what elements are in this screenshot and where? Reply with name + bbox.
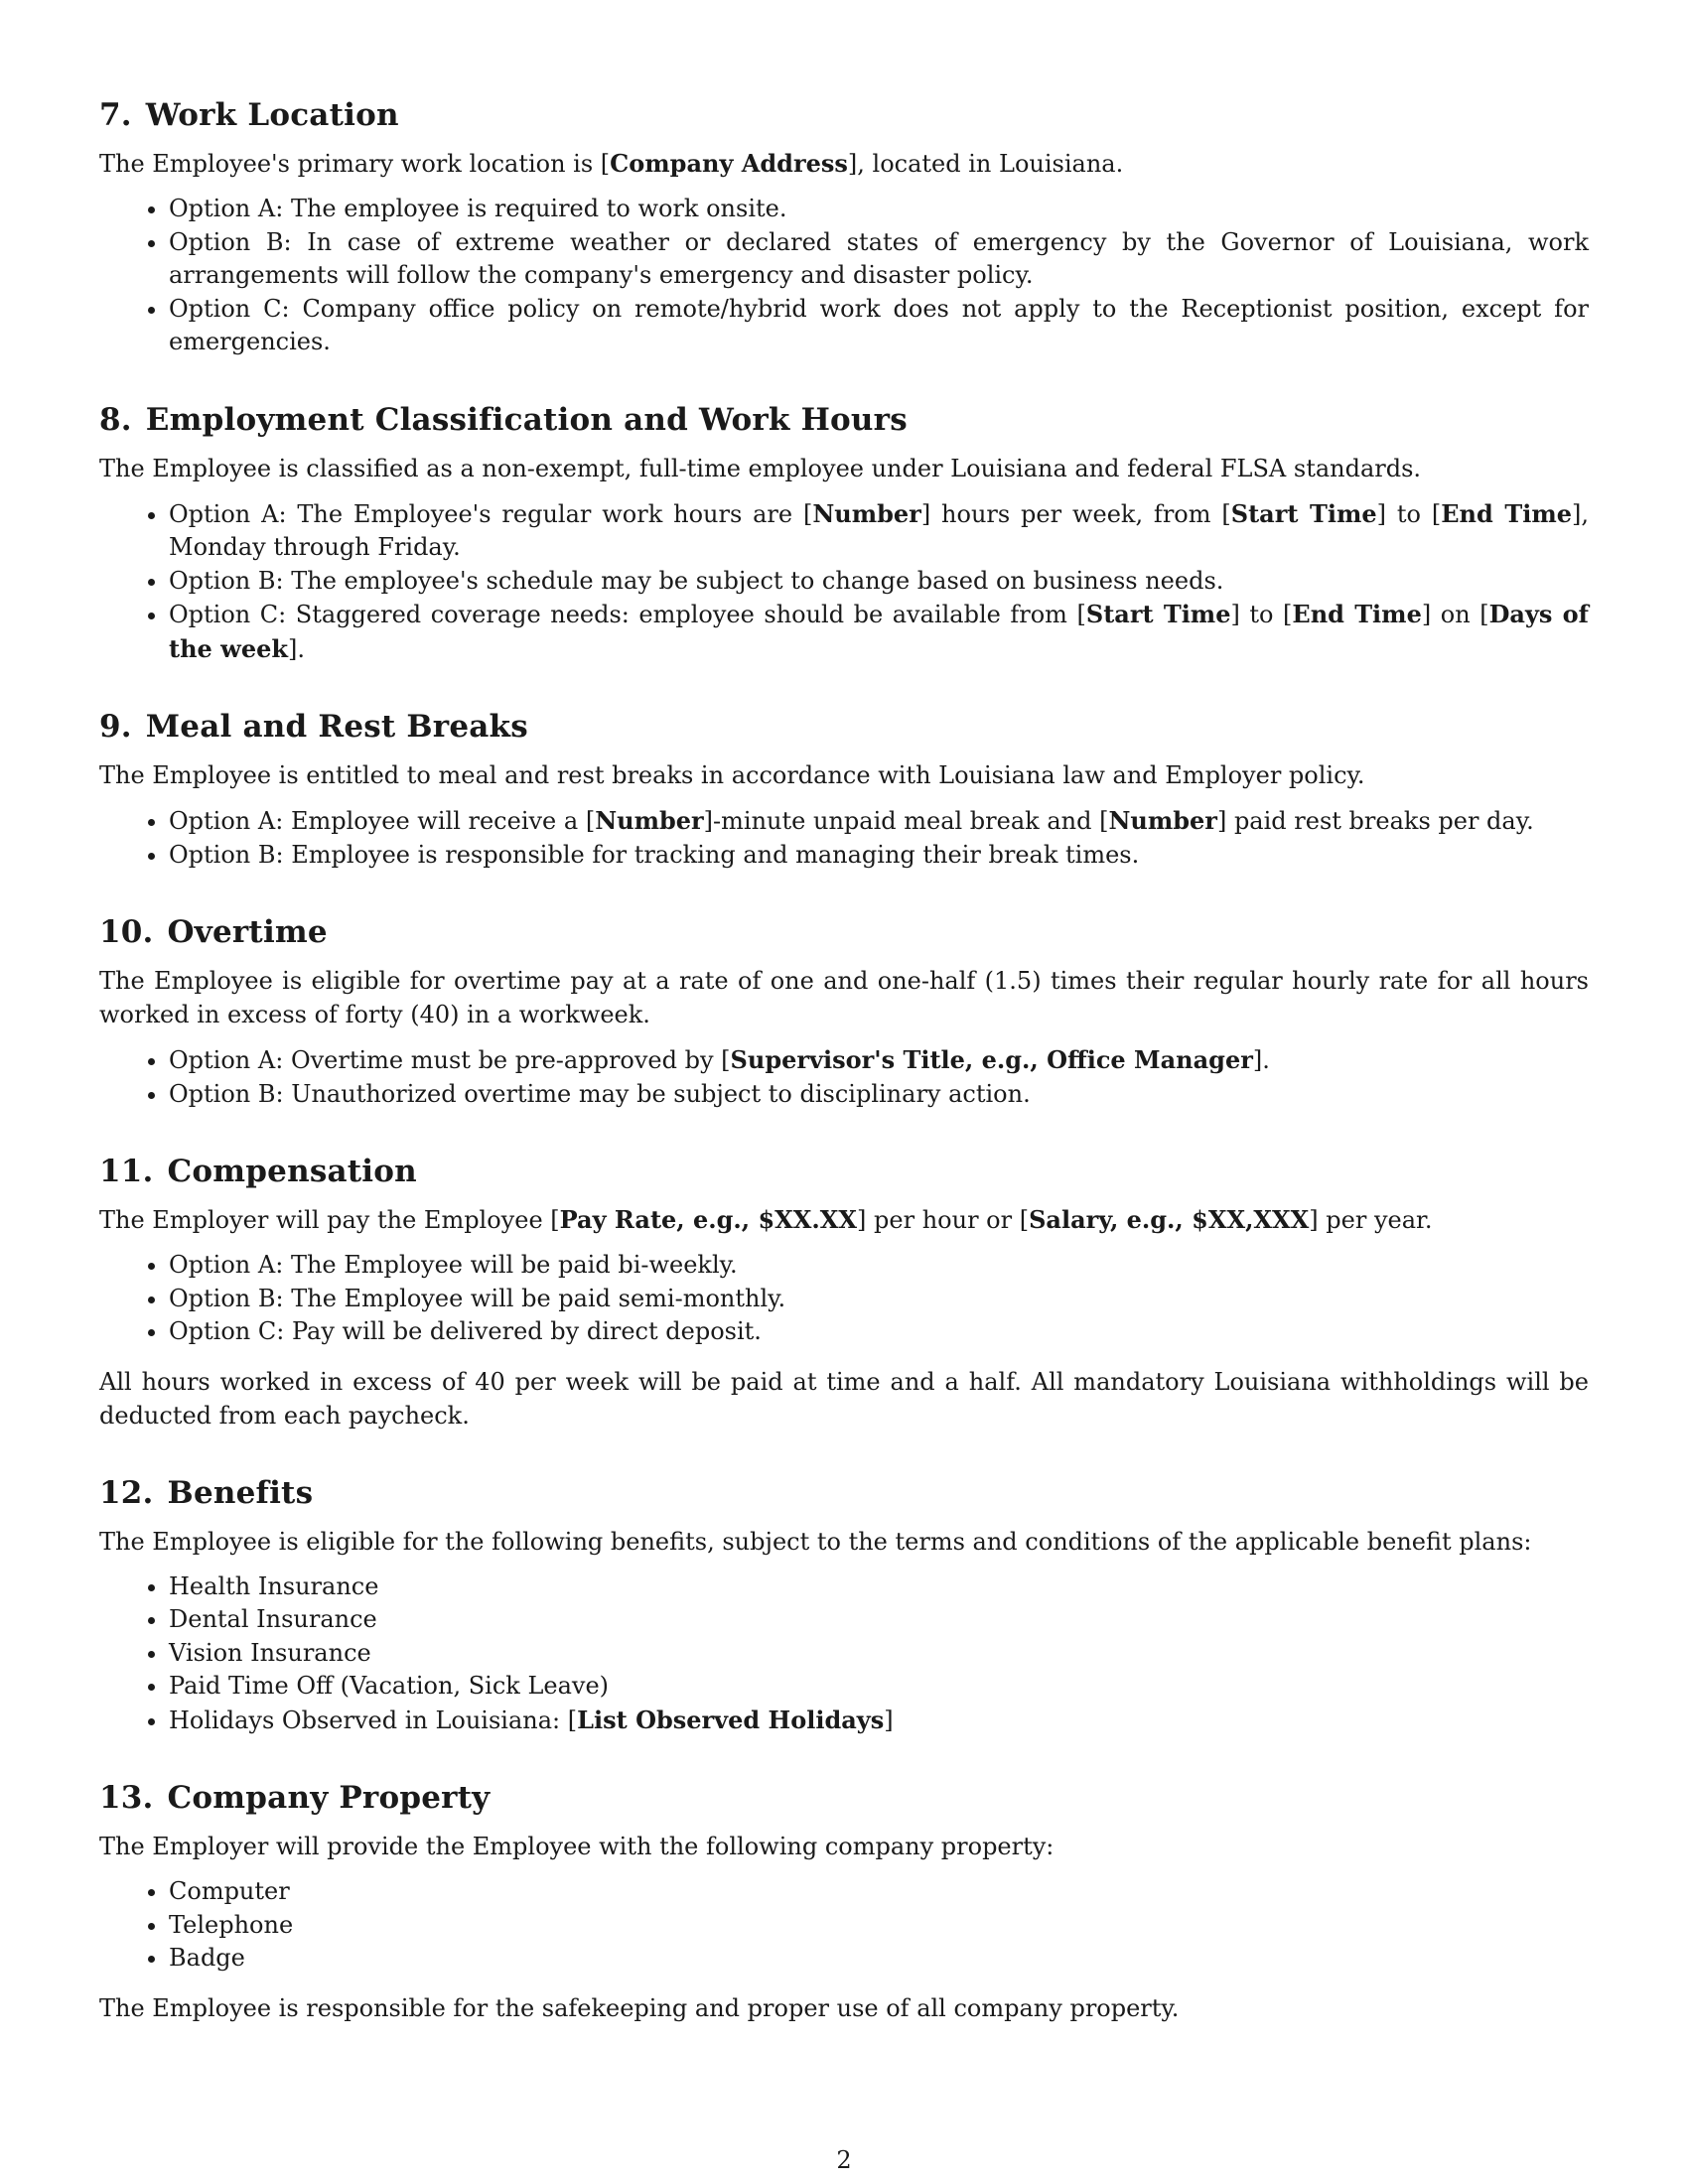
section-classification-hours xyxy=(99,400,1589,667)
section-heading: 10. Overtime xyxy=(99,914,328,950)
section-compensation xyxy=(99,1152,1589,1433)
list-item: • Option B: Unauthorized overtime may be subject to disciplinary action. xyxy=(169,1078,1589,1112)
placeholder-field: Number xyxy=(595,806,704,835)
list-item: • Option A: The Employee's regular work hours are [Number] hours per week, from [Start Time] to [End Time], Monday through Friday. xyxy=(169,497,1589,565)
section-note: All hours worked in excess of 40 per week will be paid at time and a half. All mandatory Louisiana withholdings will be deducted from each paycheck. xyxy=(99,1367,1589,1430)
option-list xyxy=(99,804,1589,872)
placeholder-field: Company Address xyxy=(610,149,848,178)
section-heading: 9. Meal and Rest Breaks xyxy=(99,709,528,745)
section-heading: 8. Employment Classification and Work Hours xyxy=(99,401,908,438)
list-item: • Option A: Employee will receive a [Number]-minute unpaid meal break and [Number] paid rest breaks per day. xyxy=(169,804,1589,839)
section-heading: 12. Benefits xyxy=(99,1474,314,1511)
placeholder-field: Supervisor's Title, e.g., Office Manager xyxy=(730,1045,1253,1074)
list-item: • Option C: Staggered coverage needs: employee should be available from [Start Time] to [End Time] on [Days of the week]. xyxy=(169,598,1589,666)
list-item: • Option C: Pay will be delivered by direct deposit. xyxy=(169,1315,1589,1349)
placeholder-field: Number xyxy=(812,498,921,528)
placeholder-field: Pay Rate, e.g., $XX.XX xyxy=(559,1205,858,1234)
list-item: • Option C: Company office policy on remote/hybrid work does not apply to the Receptionist position, except for emergencies. xyxy=(169,293,1589,359)
section-heading: 13. Company Property xyxy=(99,1780,491,1816)
section-intro: The Employee is entitled to meal and rest breaks in accordance with Louisiana law and Employer policy. xyxy=(99,761,1365,789)
list-item: • Option A: Overtime must be pre-approved by [Supervisor's Title, e.g., Office Manager]. xyxy=(169,1043,1589,1078)
list-item: • Option B: The employee's schedule may be subject to change based on business needs. xyxy=(169,565,1589,599)
section-heading: 11. Compensation xyxy=(99,1154,417,1189)
placeholder-field: List Observed Holidays xyxy=(577,1705,885,1734)
placeholder-field: Start Time xyxy=(1230,498,1377,528)
document-page xyxy=(99,95,1589,2066)
section-work-location xyxy=(99,95,1589,359)
placeholder-field: Start Time xyxy=(1085,600,1231,628)
placeholder-field: Number xyxy=(1108,806,1217,835)
placeholder-field: Salary, e.g., $XX,XXX xyxy=(1029,1205,1310,1234)
list-item: • Telephone xyxy=(169,1909,1589,1943)
section-overtime xyxy=(99,912,1589,1111)
section-benefits xyxy=(99,1473,1589,1738)
list-item: • Option B: Employee is responsible for tracking and managing their break times. xyxy=(169,839,1589,873)
option-list xyxy=(99,1249,1589,1349)
section-intro: The Employee's primary work location is [Company Address], located in Louisiana. xyxy=(99,149,1124,178)
section-heading: 7. Work Location xyxy=(99,97,399,133)
option-list xyxy=(99,193,1589,359)
option-list xyxy=(99,1043,1589,1111)
placeholder-field: End Time xyxy=(1292,600,1422,628)
section-intro: The Employee is eligible for overtime pay at a rate of one and one-half (1.5) times their regular hourly rate for all hours worked in excess of forty (40) in a workweek. xyxy=(99,967,1589,1028)
page-number: 2 xyxy=(836,2146,852,2174)
list-item: • Dental Insurance xyxy=(169,1603,1589,1637)
list-item: • Badge xyxy=(169,1942,1589,1976)
benefit-list xyxy=(99,1570,1589,1738)
list-item: • Option A: The Employee will be paid bi-weekly. xyxy=(169,1249,1589,1283)
list-item: • Option B: In case of extreme weather or declared states of emergency by the Governor of Louisiana, work arrangements will follow the company's emergency and disaster policy. xyxy=(169,226,1589,293)
list-item: • Option B: The Employee will be paid semi-monthly. xyxy=(169,1283,1589,1316)
list-item: • Vision Insurance xyxy=(169,1637,1589,1671)
section-intro: The Employer will pay the Employee [Pay Rate, e.g., $XX.XX] per hour or [Salary, e.g., $XX,XXX] per year. xyxy=(99,1205,1433,1234)
section-intro: The Employee is classified as a non-exempt, full-time employee under Louisiana and federal FLSA standards. xyxy=(99,454,1422,482)
section-note: The Employee is responsible for the safekeeping and proper use of all company property. xyxy=(99,1993,1180,2022)
section-intro: The Employee is eligible for the following benefits, subject to the terms and conditions of the applicable benefit plans: xyxy=(99,1527,1532,1556)
list-item: • Paid Time Off (Vacation, Sick Leave) xyxy=(169,1670,1589,1704)
section-meal-rest-breaks xyxy=(99,707,1589,872)
list-item: • Computer xyxy=(169,1875,1589,1909)
list-item: • Holidays Observed in Louisiana: [List Observed Holidays] xyxy=(169,1704,1589,1738)
list-item: • Health Insurance xyxy=(169,1570,1589,1604)
placeholder-field: End Time xyxy=(1441,498,1572,528)
section-intro: The Employer will provide the Employee with the following company property: xyxy=(99,1833,1055,1860)
property-list xyxy=(99,1875,1589,1976)
placeholder-field: Days of the week xyxy=(169,600,1590,663)
option-list xyxy=(99,497,1589,667)
list-item: • Option A: The employee is required to work onsite. xyxy=(169,193,1589,226)
section-company-property xyxy=(99,1778,1589,2025)
